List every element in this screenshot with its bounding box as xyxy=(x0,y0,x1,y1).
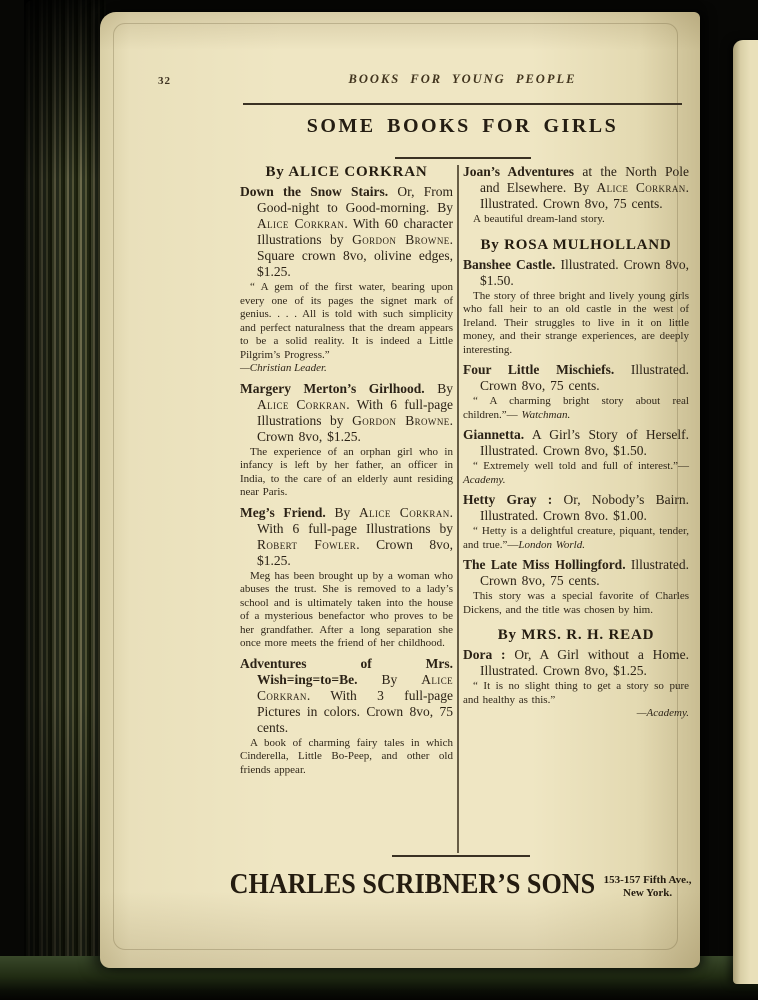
author-heading-rosa-mulholland: By ROSA MULHOLLAND xyxy=(480,236,672,253)
publisher-address xyxy=(604,874,692,899)
publisher-name: CHARLES SCRIBNER’S SONS xyxy=(229,868,595,900)
author-heading-mrs-r-h-read: By MRS. R. H. READ xyxy=(497,627,655,643)
book-description: This story was a special favorite of Charles Dickens, and the title was chosen by him. xyxy=(463,590,689,616)
book-description: A book of charming fairy tales in which Cinderella, Little Bo-Peep, and other old friends appear. xyxy=(240,736,453,776)
page-number: 32 xyxy=(158,75,171,87)
book-description: The story of three bright and lively young girls who fall heir to an old castle in the west of Ireland. Their struggles to live in it on little money, and their strange experiences, are deeply interesting. xyxy=(463,289,689,356)
review-note: “ Hetty is a delightful creature, piquant, tender, and true.”—London World. xyxy=(463,525,689,551)
book-entry-megs-friend: Meg’s Friend. By Alice Corkran. With 6 full-page Illustrations by Robert Fowler. Crown 8vo, $1.25. xyxy=(240,504,454,568)
book-description: Meg has been brought up by a woman who abuses the trust. She is removed to a lady’s school and is ultimately taken into the house of a mysterious benefactor who proves to be her grandfather. After a long separation she once more meets the friend of her childhood. xyxy=(240,569,453,649)
review-note: “ Extremely well told and full of interest.”—Academy. xyxy=(463,460,689,486)
section-title: SOME BOOKS FOR GIRLS xyxy=(306,115,619,137)
stacked-page-edges xyxy=(24,0,106,1000)
left-column xyxy=(240,164,453,777)
review-note: “ A gem of the first water, bearing upon every one of its pages the signet mark of genius. . . . All is told with such simplicity and perfect naturalness that the dream appears to be a solid reality. It is indeed a Little Pilgrim’s Progress.” xyxy=(240,281,453,361)
book-entry-margery-mertons-girlhood: Margery Merton’s Girlhood. By Alice Corkran. With 6 full-page Illustrations by Gordon Browne. Crown 8vo, $1.25. xyxy=(240,380,454,444)
section-title-rule xyxy=(395,157,531,159)
book-entry-down-the-snow-stairs: Down the Snow Stairs. Or, From Good-night to Good-morning. By Alice Corkran. With 60 character Illustrations by Gordon Browne. Square crown 8vo, olivine edges, $1.25. xyxy=(240,184,453,279)
book-entry-dora: Dora : Or, A Girl without a Home. Illustrated. Crown 8vo, $1.25. xyxy=(463,647,689,678)
review-attribution: —Christian Leader. xyxy=(240,362,327,374)
review-note: “ It is no slight thing to get a story so pure and healthy as this.” xyxy=(463,680,689,706)
book-entry-four-little-mischiefs: Four Little Mischiefs. Illustrated. Crown 8vo, 75 cents. xyxy=(463,362,690,393)
book-entry-adventures-of-mrs-wishing-to-be: Adventures of Mrs. Wish=ing=to=Be. By Alice Corkran. With 3 full-page Pictures in colors. Crown 8vo, 75 cents. xyxy=(240,655,453,735)
header-rule xyxy=(243,103,682,105)
review-note: “ A charming bright story about real children.”— Watchman. xyxy=(463,395,689,421)
author-heading-alice-corkran: By ALICE CORKRAN xyxy=(265,164,428,180)
running-head: BOOKS FOR YOUNG PEOPLE xyxy=(348,72,577,86)
book-entry-banshee-castle: Banshee Castle. Illustrated. Crown 8vo, $1.50. xyxy=(463,256,690,288)
column-divider-rule xyxy=(457,165,459,853)
book-entry-the-late-miss-hollingford: The Late Miss Hollingford. Illustrated. Crown 8vo, 75 cents. xyxy=(463,557,689,588)
publisher-address-city: New York. xyxy=(623,886,673,899)
facing-page-edge xyxy=(733,40,758,984)
footer-rule xyxy=(392,855,530,857)
book-description: The experience of an orphan girl who in infancy is left by her father, an officer in India, to the care of an elderly aunt residing near Paris. xyxy=(240,445,453,498)
catalog-page xyxy=(100,12,700,968)
book-entry-joans-adventures: Joan’s Adventures at the North Pole and Elsewhere. By Alice Corkran. Illustrated. Crown 8vo, 75 cents. xyxy=(463,164,690,211)
publisher-imprint xyxy=(200,868,692,901)
book-entry-hetty-gray: Hetty Gray : Or, Nobody’s Bairn. Illustrated. Crown 8vo. $1.00. xyxy=(463,492,689,523)
review-attribution: —Academy. xyxy=(636,707,689,719)
book-description: A beautiful dream-land story. xyxy=(473,213,605,225)
publisher-address-street: 153-157 Fifth Ave., xyxy=(603,874,692,886)
book-entry-giannetta: Giannetta. A Girl’s Story of Herself. Illustrated. Crown 8vo, $1.50. xyxy=(463,427,689,458)
right-column xyxy=(463,164,689,721)
